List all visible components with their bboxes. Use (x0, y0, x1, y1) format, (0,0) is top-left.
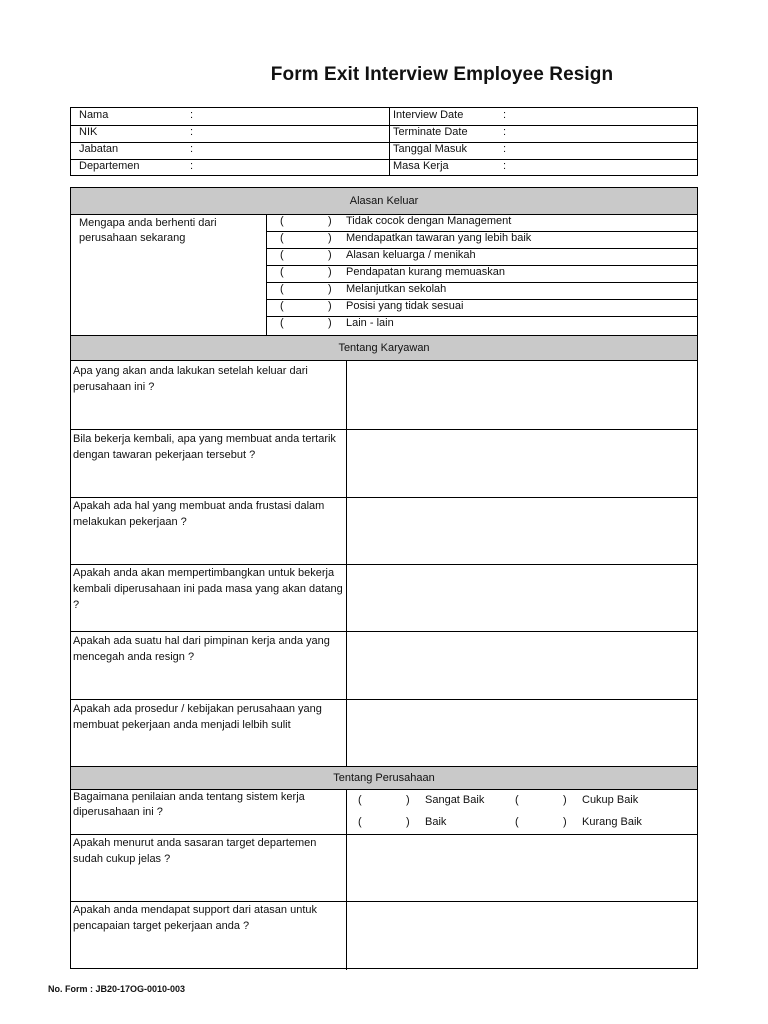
checkbox-close[interactable]: ) (406, 816, 410, 828)
checkbox-open: ( (280, 232, 284, 244)
checkbox-open[interactable]: ( (358, 816, 362, 828)
form-number: No. Form : JB20-17OG-0010-003 (48, 984, 186, 994)
info-row (71, 142, 697, 160)
info-label: Terminate Date (393, 126, 468, 138)
reason-option-label: Pendapatan kurang memuaskan (346, 266, 505, 278)
info-label: Interview Date (393, 109, 464, 121)
info-separator: : (503, 126, 507, 138)
info-label: Jabatan (79, 143, 119, 155)
checkbox-open: ( (280, 317, 284, 329)
rating-options (347, 790, 697, 834)
info-label: Masa Kerja (393, 160, 449, 172)
checkbox-close[interactable]: ) (406, 794, 410, 806)
checkbox-open[interactable]: ( (515, 794, 519, 806)
reason-option-row[interactable] (267, 282, 697, 300)
checkbox-open[interactable]: ( (358, 794, 362, 806)
answer-field[interactable] (347, 498, 697, 564)
info-row (71, 125, 697, 143)
info-label: NIK (79, 126, 98, 138)
checkbox-close: ) (328, 283, 332, 295)
info-row (71, 159, 697, 176)
employee-question: Apa yang akan anda lakukan setelah keluar dari perusahaan ini ? (73, 365, 308, 393)
rating-option-label: Cukup Baik (582, 794, 639, 806)
checkbox-open[interactable]: ( (515, 816, 519, 828)
info-separator: : (503, 143, 507, 155)
info-label: Nama (79, 109, 109, 121)
checkbox-close: ) (328, 215, 332, 227)
rating-option-label: Kurang Baik (582, 816, 642, 828)
info-label: Departemen (79, 160, 140, 172)
section-heading-perusahaan: Tentang Perusahaan (71, 767, 697, 790)
reason-option-row[interactable] (267, 265, 697, 283)
checkbox-close[interactable]: ) (563, 794, 567, 806)
checkbox-close: ) (328, 249, 332, 261)
rating-option-label: Sangat Baik (425, 794, 485, 806)
rating-option-label: Baik (425, 816, 447, 828)
employee-question: Bila bekerja kembali, apa yang membuat anda tertarik dengan tawaran pekerjaan tersebut ? (73, 433, 336, 461)
reason-option-label: Melanjutkan sekolah (346, 283, 447, 295)
company-question: Apakah menurut anda sasaran target departemen sudah cukup jelas ? (73, 837, 317, 865)
section-heading-karyawan: Tentang Karyawan (71, 336, 697, 361)
reason-option-label: Tidak cocok dengan Management (346, 215, 512, 227)
answer-field[interactable] (347, 361, 697, 429)
company-rating-question: Bagaimana penilaian anda tentang sistem kerja diperusahaan ini ? (73, 791, 305, 818)
answer-field[interactable] (347, 835, 697, 901)
reason-option-label: Alasan keluarga / menikah (346, 249, 476, 261)
info-row (71, 108, 697, 126)
form-title: Form Exit Interview Employee Resign (270, 64, 614, 85)
info-separator: : (190, 160, 194, 172)
reason-option-row[interactable] (267, 299, 697, 317)
checkbox-close: ) (328, 300, 332, 312)
info-separator: : (503, 109, 507, 121)
info-separator: : (190, 143, 194, 155)
answer-field[interactable] (347, 565, 697, 631)
info-label: Tanggal Masuk (393, 143, 467, 155)
employee-question: Apakah ada hal yang membuat anda frustasi dalam melakukan pekerjaan ? (73, 500, 325, 528)
checkbox-open: ( (280, 300, 284, 312)
reason-option-row[interactable] (267, 231, 697, 249)
reason-options (71, 214, 697, 335)
checkbox-open: ( (280, 283, 284, 295)
checkbox-open: ( (280, 266, 284, 278)
employee-info-table (70, 107, 698, 176)
reason-question: Mengapa anda berhenti dari perusahaan sekarang (79, 217, 217, 244)
answer-field[interactable] (347, 700, 697, 766)
reason-option-label: Posisi yang tidak sesuai (346, 300, 464, 312)
questionnaire-table (70, 187, 698, 969)
checkbox-close: ) (328, 317, 332, 329)
checkbox-close: ) (328, 232, 332, 244)
checkbox-open: ( (280, 215, 284, 227)
company-question: Apakah anda mendapat support dari atasan untuk pencapaian target pekerjaan anda ? (73, 904, 318, 932)
reason-option-row[interactable] (267, 248, 697, 266)
employee-question: Apakah ada prosedur / kebijakan perusahaan yang membuat pekerjaan anda menjadi lelbih sulit (73, 703, 322, 731)
reason-option-row[interactable] (267, 214, 697, 232)
checkbox-close[interactable]: ) (563, 816, 567, 828)
answer-field[interactable] (347, 632, 697, 699)
section-heading-alasan: Alasan Keluar (71, 188, 697, 215)
info-separator: : (190, 109, 194, 121)
answer-field[interactable] (347, 902, 697, 968)
reason-option-row[interactable] (267, 316, 697, 335)
info-separator: : (503, 160, 507, 172)
checkbox-open: ( (280, 249, 284, 261)
employee-question: Apakah anda akan mempertimbangkan untuk bekerja kembali diperusahaan ini pada masa yang akan datang ? (73, 567, 343, 611)
employee-question: Apakah ada suatu hal dari pimpinan kerja anda yang mencegah anda resign ? (73, 635, 330, 663)
reason-option-label: Lain - lain (346, 317, 394, 329)
info-separator: : (190, 126, 194, 138)
answer-field[interactable] (347, 430, 697, 497)
reason-option-label: Mendapatkan tawaran yang lebih baik (346, 232, 532, 244)
checkbox-close: ) (328, 266, 332, 278)
